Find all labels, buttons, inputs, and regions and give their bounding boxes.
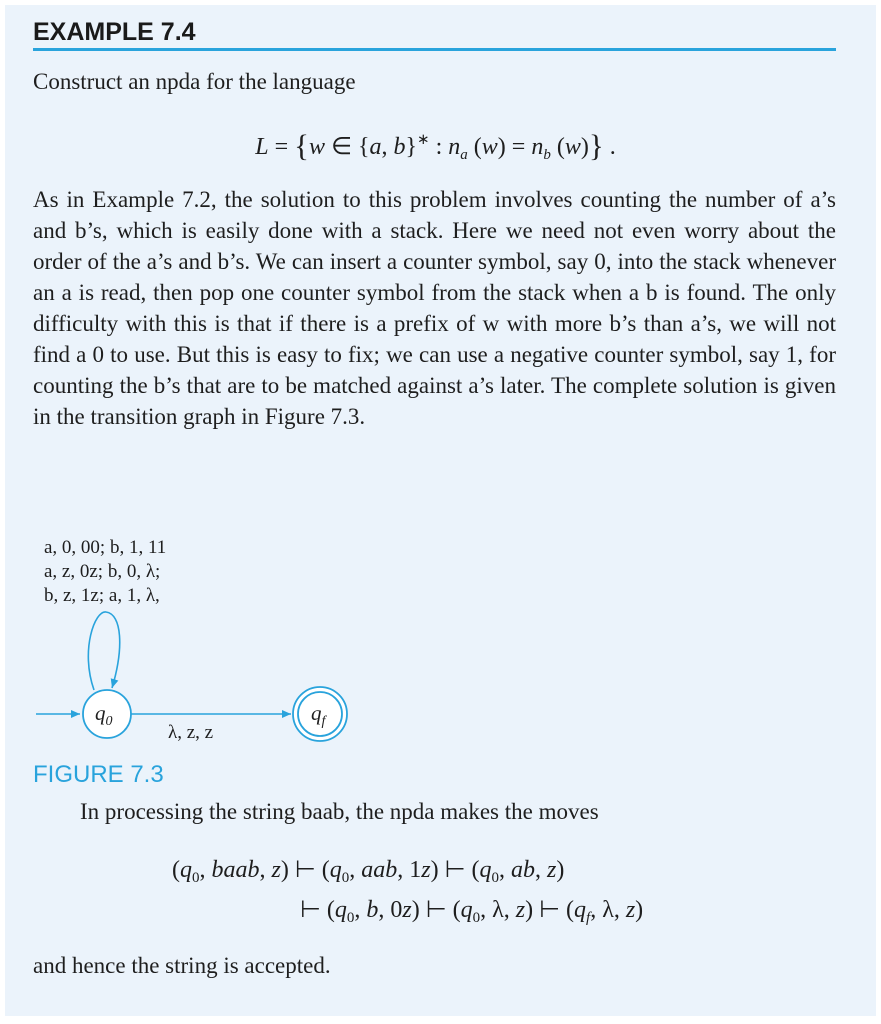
- language-equation: L = {w ∈ {a, b}∗ : $n_a$ $(w) = n_b$ (w)} .: [255, 128, 616, 163]
- loop-label-2: a, z, 0z; b, 0, λ;: [44, 561, 161, 582]
- example-title: EXAMPLE 7.4: [33, 18, 196, 46]
- edge-label: λ, z, z: [168, 722, 214, 743]
- title-rule: [33, 48, 836, 51]
- loop-label-3: b, z, 1z; a, 1, λ,: [44, 585, 160, 606]
- loop-label-1: a, 0, 00; b, 1, 11: [44, 537, 167, 558]
- final-text: and hence the string is accepted.: [33, 953, 331, 978]
- intro-text: Construct an npda for the language: [33, 69, 356, 94]
- state-label-q0: $q_0$: [95, 701, 113, 729]
- move-sequence-line-2: ⊢ ($q_0$, b, 0z) ⊢ ($q_0$, λ, z) ⊢ ($q_f$, λ, z): [300, 897, 644, 926]
- move-sequence-line-1: ($q_0$, baab, z) ⊢ ($q_0$, aab, 1z) ⊢ ($q_0$, ab, z): [172, 857, 565, 886]
- state-label-qf: $q_f$: [311, 701, 326, 729]
- self-loop: [88, 612, 119, 690]
- body-paragraph: As in Example 7.2, the solution to this problem involves counting the number of a’s and b’s, which is easily done with a stack. Here we need not even worry about the order of the a’s and b’s. We can insert a counter symbol, say 0, into the stack whenever an a is read, then pop one counter symbol from the stack when a b is found. The only difficulty with this is that if there is a prefix of w with more b’s than a’s, we will not find a 0 to use. But this is easy to fix; we can use a negative counter symbol, say 1, for counting the b’s that are to be matched against a’s later. The complete solution is given in the transition graph in Figure 7.3.: [33, 187, 836, 429]
- processing-text: In processing the string baab, the npda makes the moves: [80, 799, 599, 824]
- figure-caption: FIGURE 7.3: [33, 761, 164, 788]
